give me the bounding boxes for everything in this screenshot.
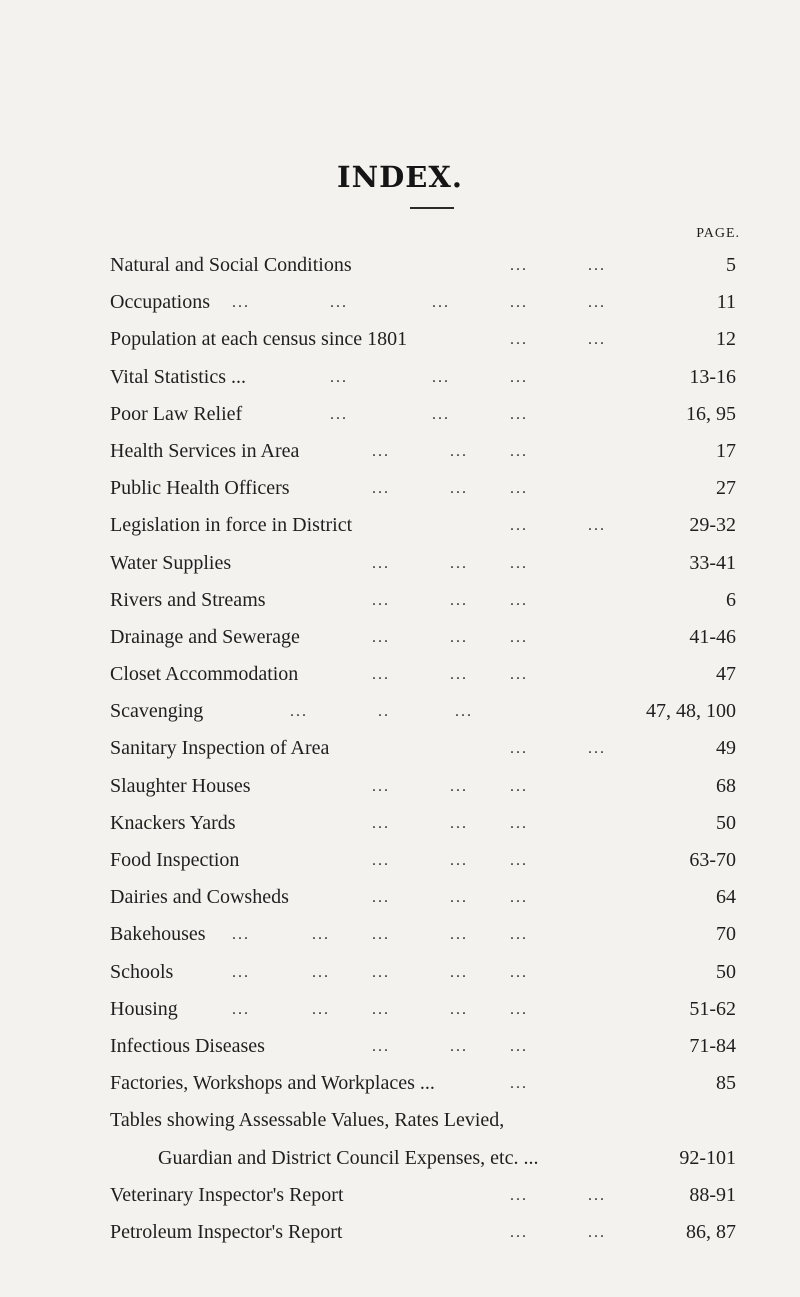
leader-dots: ... xyxy=(372,889,390,907)
index-title: INDEX. xyxy=(337,160,463,194)
entry-label: Public Health Officers xyxy=(110,477,290,500)
title-rule xyxy=(410,207,454,209)
index-entry xyxy=(0,1140,800,1177)
leader-dots: ... xyxy=(588,257,606,274)
entry-label: Scavenging xyxy=(110,700,204,723)
leader-dots: ... xyxy=(290,703,308,721)
leader-dots: ... xyxy=(372,628,390,646)
index-entry xyxy=(0,1028,800,1065)
index-entries xyxy=(0,247,800,1251)
leader-dots: .. xyxy=(378,703,390,721)
entry-label: Drainage and Sewerage xyxy=(110,625,300,648)
leader-dots: ... xyxy=(510,814,528,832)
entry-label: Vital Statistics ... xyxy=(110,365,247,388)
leader-dots: ... xyxy=(588,1186,606,1204)
leader-dots: ... xyxy=(450,628,468,646)
entry-page: 47, 48, 100 xyxy=(646,700,736,723)
entry-page: 27 xyxy=(716,477,736,500)
leader-dots: ... xyxy=(450,480,468,498)
entry-label: Rivers and Streams xyxy=(110,588,266,611)
entry-page: 13-16 xyxy=(689,365,736,388)
leader-dots: ... xyxy=(450,963,468,981)
leader-dots: ... xyxy=(450,442,468,460)
entry-page: 92-101 xyxy=(679,1146,736,1169)
leader-dots: ... xyxy=(330,294,348,312)
leader-dots: ... xyxy=(510,368,528,386)
entry-label: Dairies and Cowsheds xyxy=(110,886,289,909)
entry-label: Tables showing Assessable Values, Rates Levied, xyxy=(110,1109,505,1132)
entry-page: 12 xyxy=(716,328,736,351)
index-entry xyxy=(0,1065,800,1102)
index-entry xyxy=(0,656,800,693)
entry-page: 68 xyxy=(716,774,736,797)
leader-dots: ... xyxy=(450,1037,468,1055)
index-entry xyxy=(0,693,800,730)
leader-dots: ... xyxy=(372,814,390,832)
leader-dots: ... xyxy=(450,777,468,795)
leader-dots: ... xyxy=(450,889,468,907)
entry-page: 85 xyxy=(716,1072,736,1095)
leader-dots: ... xyxy=(372,963,390,981)
entry-label: Poor Law Relief xyxy=(110,402,243,425)
entry-page: 6 xyxy=(726,588,736,611)
leader-dots: ... xyxy=(372,480,390,498)
leader-dots: ... xyxy=(372,777,390,795)
leader-dots: ... xyxy=(450,554,468,572)
index-entry xyxy=(0,991,800,1028)
leader-dots: ... xyxy=(510,331,528,349)
leader-dots: ... xyxy=(510,442,528,460)
leader-dots: ... xyxy=(450,926,468,944)
leader-dots: ... xyxy=(232,1000,250,1018)
leader-dots: ... xyxy=(510,1186,528,1204)
leader-dots: ... xyxy=(588,294,606,312)
entry-label: Health Services in Area xyxy=(110,439,300,462)
leader-dots: ... xyxy=(312,963,330,981)
leader-dots: ... xyxy=(372,666,390,684)
index-entry xyxy=(0,247,800,284)
entry-page: 63-70 xyxy=(689,849,736,871)
index-entry xyxy=(0,507,800,544)
leader-dots: ... xyxy=(432,405,450,423)
entry-page: 41-46 xyxy=(689,625,736,648)
index-entry xyxy=(0,879,800,916)
leader-dots: ... xyxy=(432,368,450,386)
index-entry xyxy=(0,1214,800,1251)
entry-page: 11 xyxy=(716,291,736,314)
leader-dots: ... xyxy=(510,405,528,423)
leader-dots: ... xyxy=(510,1223,528,1241)
index-entry xyxy=(0,768,800,805)
entry-page: 51-62 xyxy=(689,997,736,1020)
leader-dots: ... xyxy=(588,1223,606,1241)
entry-page: 16, 95 xyxy=(686,402,736,425)
entry-page: 5 xyxy=(726,254,736,276)
leader-dots: ... xyxy=(510,963,528,981)
entry-label: Closet Accommodation xyxy=(110,663,299,686)
leader-dots: ... xyxy=(588,740,606,758)
index-entry xyxy=(0,545,800,582)
index-entry xyxy=(0,582,800,619)
entry-label: Housing xyxy=(110,997,178,1020)
entry-label: Population at each census since 1801 xyxy=(110,328,408,351)
index-entry xyxy=(0,954,800,991)
entry-label: Veterinary Inspector's Report xyxy=(110,1183,344,1206)
leader-dots: ... xyxy=(510,1037,528,1055)
leader-dots: ... xyxy=(455,703,473,721)
leader-dots: ... xyxy=(510,1075,528,1093)
index-entry xyxy=(0,396,800,433)
entry-page: 17 xyxy=(716,439,736,462)
leader-dots: ... xyxy=(432,294,450,312)
leader-dots: ... xyxy=(510,1000,528,1018)
leader-dots: ... xyxy=(312,926,330,944)
leader-dots: ... xyxy=(232,926,250,944)
index-entry xyxy=(0,842,800,879)
leader-dots: ... xyxy=(510,628,528,646)
entry-page: 64 xyxy=(716,886,736,909)
index-entry xyxy=(0,1102,800,1139)
entry-label: Schools xyxy=(110,960,174,983)
entry-label: Legislation in force in District xyxy=(110,514,353,537)
leader-dots: ... xyxy=(330,405,348,423)
entry-page: 70 xyxy=(716,923,736,946)
entry-page: 50 xyxy=(716,811,736,834)
leader-dots: ... xyxy=(450,666,468,684)
leader-dots: ... xyxy=(510,666,528,684)
entry-label: Factories, Workshops and Workplaces ... xyxy=(110,1072,435,1095)
page-column-header: PAGE. xyxy=(696,226,740,241)
leader-dots: ... xyxy=(510,777,528,795)
index-entry xyxy=(0,359,800,396)
leader-dots: ... xyxy=(450,1000,468,1018)
index-entry xyxy=(0,805,800,842)
entry-label: Natural and Social Conditions xyxy=(110,254,352,276)
entry-label: Knackers Yards xyxy=(110,811,236,834)
leader-dots: ... xyxy=(450,852,468,869)
leader-dots: ... xyxy=(372,591,390,609)
entry-page: 71-84 xyxy=(689,1034,736,1057)
leader-dots: ... xyxy=(510,889,528,907)
entry-page: 29-32 xyxy=(689,514,736,537)
leader-dots: ... xyxy=(372,852,390,869)
leader-dots: ... xyxy=(372,1000,390,1018)
leader-dots: ... xyxy=(312,1000,330,1018)
leader-dots: ... xyxy=(510,294,528,312)
index-entry xyxy=(0,916,800,953)
leader-dots: ... xyxy=(510,591,528,609)
leader-dots: ... xyxy=(450,591,468,609)
entry-page: 49 xyxy=(716,737,736,760)
entry-page: 33-41 xyxy=(689,551,736,574)
leader-dots: ... xyxy=(450,814,468,832)
leader-dots: ... xyxy=(232,294,250,312)
leader-dots: ... xyxy=(510,554,528,572)
leader-dots: ... xyxy=(372,554,390,572)
index-entry xyxy=(0,284,800,321)
leader-dots: ... xyxy=(372,1037,390,1055)
leader-dots: ... xyxy=(330,368,348,386)
leader-dots: ... xyxy=(510,852,528,869)
entry-label: Water Supplies xyxy=(110,551,232,574)
index-entry xyxy=(0,730,800,767)
leader-dots: ... xyxy=(510,926,528,944)
entry-label: Bakehouses xyxy=(110,923,206,946)
entry-page: 47 xyxy=(716,663,736,686)
leader-dots: ... xyxy=(510,480,528,498)
index-entry xyxy=(0,321,800,358)
entry-page: 50 xyxy=(716,960,736,983)
entry-label: Occupations xyxy=(110,291,210,314)
leader-dots: ... xyxy=(232,963,250,981)
leader-dots: ... xyxy=(510,257,528,274)
leader-dots: ... xyxy=(588,331,606,349)
index-entry xyxy=(0,470,800,507)
index-entry xyxy=(0,433,800,470)
entry-label: Guardian and District Council Expenses, etc. ... xyxy=(158,1146,539,1169)
entry-label: Petroleum Inspector's Report xyxy=(110,1220,343,1243)
entry-label: Slaughter Houses xyxy=(110,774,251,797)
entry-label: Infectious Diseases xyxy=(110,1034,265,1057)
entry-page: 88-91 xyxy=(689,1183,736,1206)
entry-page: 86, 87 xyxy=(686,1220,736,1243)
entry-label: Sanitary Inspection of Area xyxy=(110,737,330,760)
leader-dots: ... xyxy=(588,517,606,535)
leader-dots: ... xyxy=(510,517,528,535)
leader-dots: ... xyxy=(510,740,528,758)
leader-dots: ... xyxy=(372,926,390,944)
index-entry xyxy=(0,1177,800,1214)
leader-dots: ... xyxy=(372,442,390,460)
entry-label: Food Inspection xyxy=(110,849,240,871)
index-entry xyxy=(0,619,800,656)
